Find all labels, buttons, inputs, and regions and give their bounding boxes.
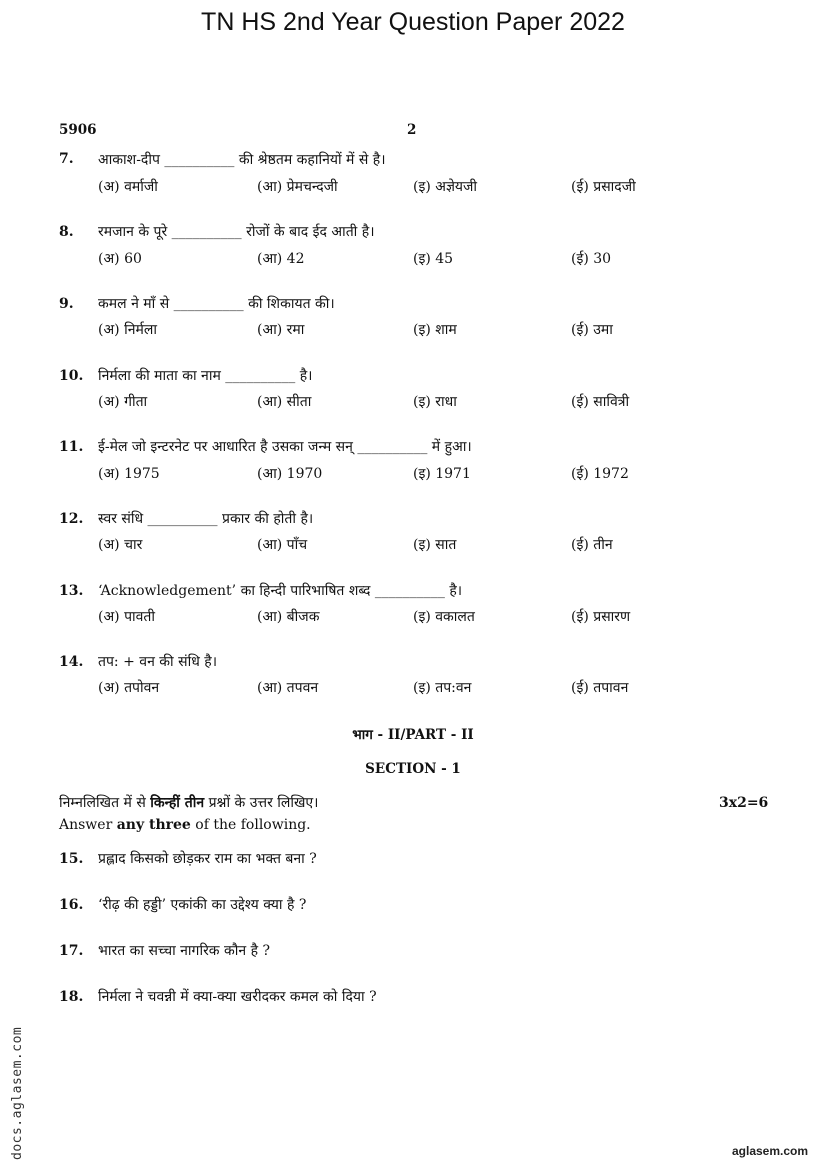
option-aa: (आ) तपवन	[257, 680, 319, 696]
question-number: 12.	[59, 511, 84, 527]
instruction-hindi-post: प्रश्नों के उत्तर लिखिए।	[204, 795, 319, 811]
section-heading: SECTION - 1	[365, 761, 461, 777]
document-title: TN HS 2nd Year Question Paper 2022	[201, 8, 625, 36]
option-a: (अ) 60	[98, 251, 142, 267]
option-a: (अ) वर्माजी	[98, 179, 158, 195]
option-i: (इ) 45	[413, 251, 454, 267]
question-number: 16.	[59, 897, 84, 913]
option-aa: (आ) प्रेमचन्दजी	[257, 179, 338, 195]
option-i: (इ) सात	[413, 537, 457, 553]
side-watermark: docs.aglasem.com	[10, 1026, 25, 1160]
instruction-english	[59, 817, 311, 833]
question-text: रमजान के पूरे __________ रोजों के बाद ईद आती है।	[98, 224, 375, 240]
option-i: (इ) वकालत	[413, 609, 475, 625]
option-ii: (ई) प्रसादजी	[571, 179, 636, 195]
question-number: 13.	[59, 583, 84, 599]
question-number: 11.	[59, 439, 84, 455]
option-i: (इ) तप:वन	[413, 680, 472, 696]
instruction-english-post: of the following.	[190, 817, 311, 833]
question-number: 18.	[59, 989, 84, 1005]
option-ii: (ई) 1972	[571, 466, 629, 482]
option-i: (इ) 1971	[413, 466, 471, 482]
question-number: 17.	[59, 943, 84, 959]
option-i: (इ) शाम	[413, 322, 457, 338]
question-number: 9.	[59, 296, 74, 312]
marks-allocation: 3x2=6	[719, 795, 769, 811]
option-a: (अ) चार	[98, 537, 143, 553]
question-text: प्रह्लाद किसको छोड़कर राम का भक्त बना ?	[98, 851, 317, 867]
option-aa: (आ) 1970	[257, 466, 323, 482]
question-text: तप: + वन की संधि है।	[98, 654, 218, 670]
option-a: (अ) गीता	[98, 394, 148, 410]
instruction-hindi	[59, 793, 318, 812]
option-ii: (ई) तपावन	[571, 680, 629, 696]
option-i: (इ) राधा	[413, 394, 457, 410]
footer-brand: aglasem.com	[732, 1144, 809, 1158]
option-aa: (आ) सीता	[257, 394, 312, 410]
option-aa: (आ) पाँच	[257, 537, 308, 553]
option-a: (अ) निर्मला	[98, 322, 157, 338]
option-aa: (आ) 42	[257, 251, 305, 267]
question-number: 15.	[59, 851, 84, 867]
instruction-english-bold: any three	[116, 817, 191, 833]
page-number: 2	[407, 122, 417, 138]
option-ii: (ई) तीन	[571, 537, 613, 553]
instruction-hindi-bold: किन्हीं तीन	[150, 795, 205, 811]
option-aa: (आ) रमा	[257, 322, 305, 338]
option-ii: (ई) उमा	[571, 322, 613, 338]
question-number: 7.	[59, 151, 74, 167]
paper-code: 5906	[59, 122, 97, 138]
question-text: स्वर संधि __________ प्रकार की होती है।	[98, 511, 314, 527]
question-number: 14.	[59, 654, 84, 670]
option-ii: (ई) 30	[571, 251, 612, 267]
option-a: (अ) 1975	[98, 466, 160, 482]
option-aa: (आ) बीजक	[257, 609, 320, 625]
option-i: (इ) अज्ञेयजी	[413, 179, 478, 195]
question-text: निर्मला ने चवन्नी में क्या-क्या खरीदकर कमल को दिया ?	[98, 989, 377, 1005]
question-text: भारत का सच्चा नागरिक कौन है ?	[98, 943, 270, 959]
question-number: 10.	[59, 368, 84, 384]
question-text: ‘Acknowledgement’ का हिन्दी पारिभाषित शब्द __________ है।	[98, 583, 463, 599]
question-text: कमल ने माँ से __________ की शिकायत की।	[98, 296, 335, 312]
question-text: आकाश-दीप __________ की श्रेष्ठतम कहानियों में से है।	[98, 152, 386, 168]
option-ii: (ई) प्रसारण	[571, 609, 631, 625]
part-heading: भाग - II/PART - II	[352, 727, 474, 743]
option-ii: (ई) सावित्री	[571, 394, 630, 410]
question-text: ‘रीढ़ की हड्डी’ एकांकी का उद्देश्य क्या है ?	[98, 897, 307, 913]
instruction-hindi-pre: निम्नलिखित में से	[59, 795, 151, 811]
question-text: निर्मला की माता का नाम __________ है।	[98, 368, 313, 384]
question-text: ई-मेल जो इन्टरनेट पर आधारित है उसका जन्म सन् __________ में हुआ।	[98, 439, 472, 455]
option-a: (अ) तपोवन	[98, 680, 160, 696]
instruction-english-pre: Answer	[59, 817, 117, 833]
option-a: (अ) पावती	[98, 609, 156, 625]
question-number: 8.	[59, 224, 74, 240]
